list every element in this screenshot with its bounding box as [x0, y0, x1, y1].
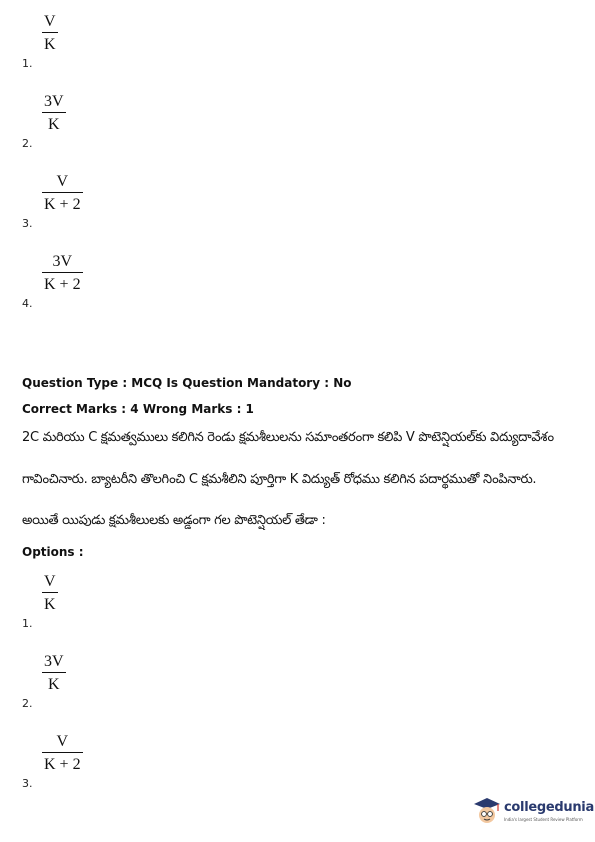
- fraction: [42, 652, 66, 694]
- question-text-line-3: అయితే యిపుడు క్షమశీలులకు అడ్డంగా గల పొటెన్షియల్ తేడా :: [22, 513, 326, 528]
- collegedunia-logo: [472, 796, 594, 830]
- fraction-bar: [42, 672, 66, 673]
- numerator: 3V: [44, 93, 64, 110]
- option-number: 3.: [22, 777, 33, 790]
- option-1: [22, 572, 142, 632]
- option-number: 1.: [22, 617, 33, 630]
- fraction: [42, 732, 83, 774]
- numerator: V: [56, 173, 69, 190]
- numerator: 3V: [44, 653, 64, 670]
- question-text-line-2: గావించినారు. బ్యాటరీని తొలగించి C క్షమశీలిని పూర్తిగా K విద్యుత్ రోధము కలిగిన పదార్థముతో నింపినారు.: [22, 472, 537, 487]
- logo-tagline: India's largest Student Review Platform: [504, 817, 583, 822]
- option-number: 2.: [22, 697, 33, 710]
- numerator: V: [44, 573, 56, 590]
- option-4-top: [22, 252, 142, 312]
- fraction: [42, 172, 83, 214]
- option-1-top: [22, 12, 142, 72]
- fraction-bar: [42, 32, 58, 33]
- option-number: 4.: [22, 297, 33, 310]
- numerator: 3V: [52, 253, 73, 270]
- option-2-top: [22, 92, 142, 152]
- denominator: K: [44, 596, 56, 614]
- question-text-line-1: 2C మరియు C క్షమత్వములు కలిగిన రెండు క్షమశీలులను సమాంతరంగా కలిపి V పొటెన్షియల్‌కు విద్యుదావేశం: [22, 430, 554, 445]
- graduate-mascot-icon: [472, 796, 502, 826]
- fraction: [42, 572, 58, 614]
- denominator: K + 2: [44, 196, 81, 214]
- option-3: [22, 732, 142, 792]
- fraction-bar: [42, 112, 66, 113]
- option-number: 2.: [22, 137, 33, 150]
- numerator: V: [44, 13, 56, 30]
- fraction-bar: [42, 592, 58, 593]
- marks-line: Correct Marks : 4 Wrong Marks : 1: [22, 402, 254, 416]
- denominator: K: [44, 36, 56, 54]
- question-type-line: Question Type : MCQ Is Question Mandatory : No: [22, 376, 352, 390]
- denominator: K: [48, 676, 60, 694]
- option-number: 3.: [22, 217, 33, 230]
- option-2: [22, 652, 142, 712]
- option-number: 1.: [22, 57, 33, 70]
- denominator: K + 2: [44, 756, 81, 774]
- fraction-bar: [42, 192, 83, 193]
- fraction-bar: [42, 752, 83, 753]
- fraction: [42, 12, 58, 54]
- option-3-top: [22, 172, 142, 232]
- fraction-bar: [42, 272, 83, 273]
- denominator: K: [48, 116, 60, 134]
- numerator: V: [56, 733, 69, 750]
- denominator: K + 2: [44, 276, 81, 294]
- fraction: [42, 252, 83, 294]
- fraction: [42, 92, 66, 134]
- options-label: Options :: [22, 545, 84, 559]
- logo-wordmark: collegedunia: [504, 800, 594, 815]
